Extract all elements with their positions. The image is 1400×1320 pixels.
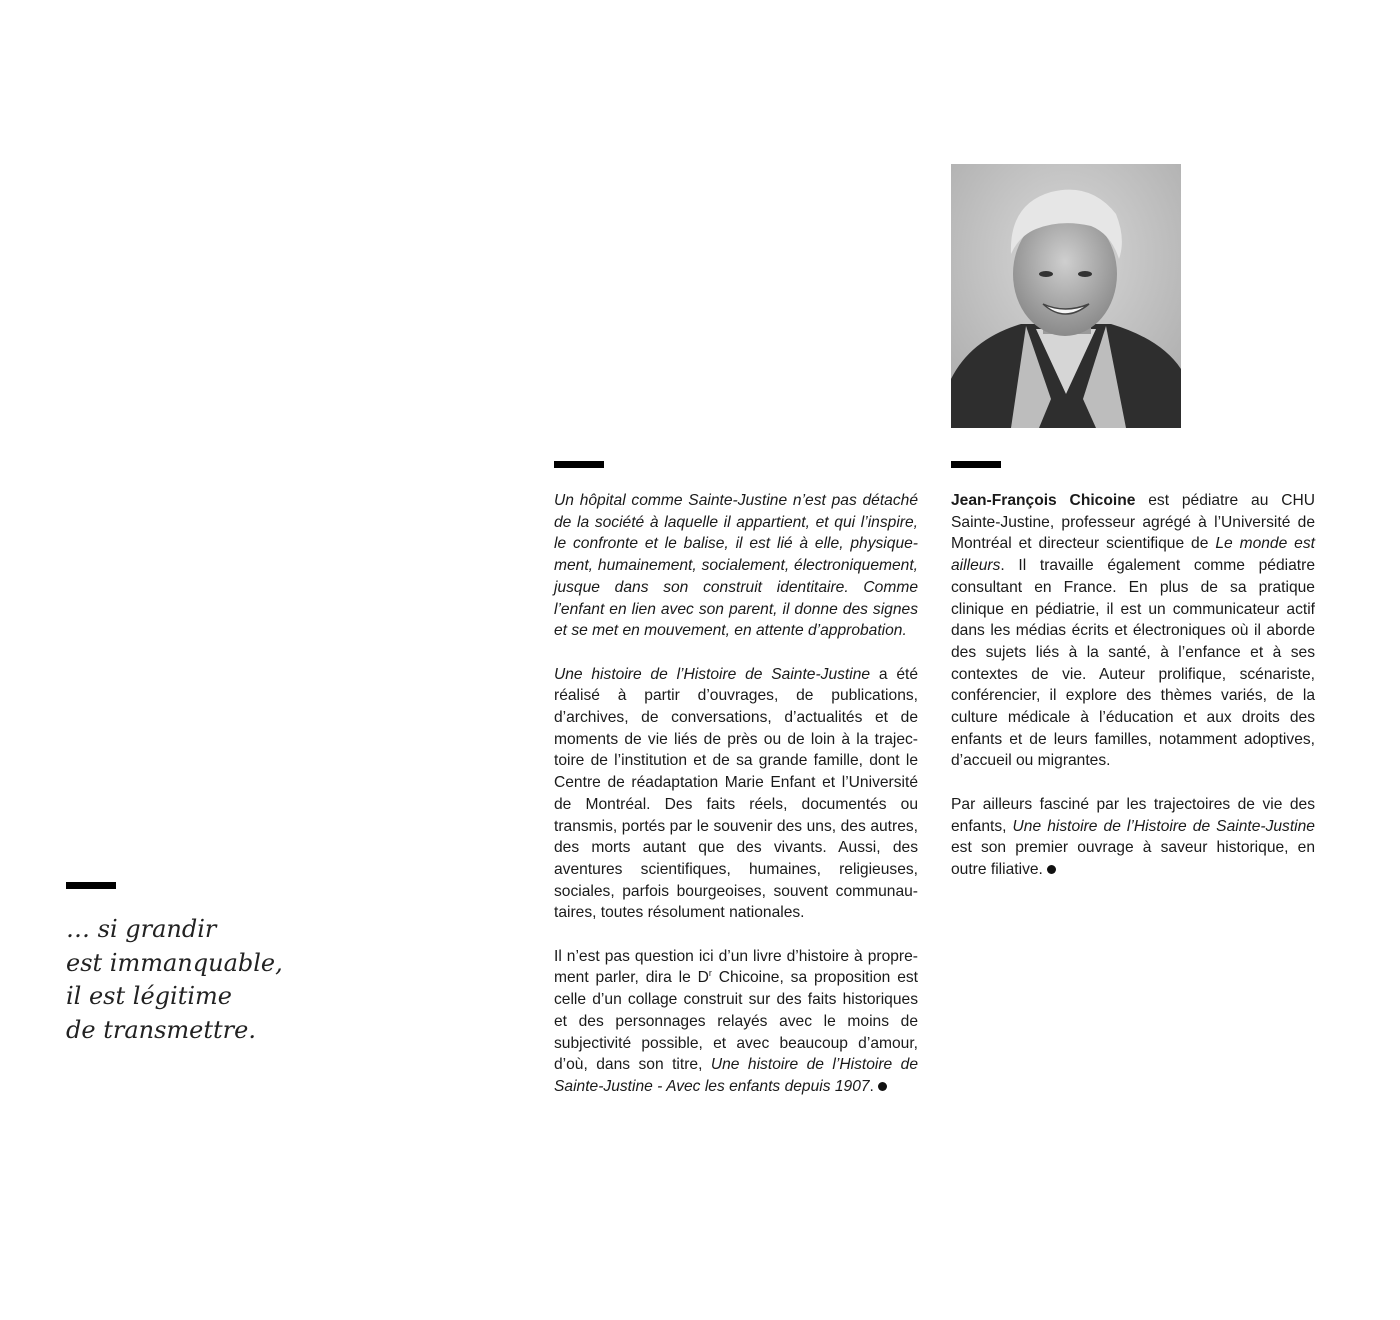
book-title: Une histoire de l’Histoire de Sainte-Justine bbox=[1012, 817, 1315, 835]
pull-quote bbox=[66, 913, 396, 1047]
quote-line: de transmettre. bbox=[66, 1015, 256, 1044]
book-title: Une histoire de l’Histoire de Sainte-Justine bbox=[554, 665, 871, 683]
author-intent-paragraph: Il n’est pas question ici d’un livre d’histoire à proprement parler, dira le $D^r$ Chicoine, sa proposition est celle d’un collage construit sur des faits historiques et des personnages relayés avec le moins de subjectivité possible, et avec beaucoup d’amour, d’où, dans son titre, Une histoire de l’Histoire de Sainte-Justine - Avec les enfants depuis 1907. bbox=[554, 947, 918, 1095]
author-bio bbox=[951, 490, 1315, 902]
quote-rule bbox=[66, 882, 116, 889]
end-dot-icon bbox=[1047, 865, 1056, 874]
quote-line: est immanquable, bbox=[66, 948, 283, 977]
bio-closing-paragraph: Par ailleurs fasciné par les trajectoires de vie des enfants, Une histoire de l’Histoire de Sainte-Justine est son premier ouvrage à saveur historique, en outre filiative. bbox=[951, 795, 1315, 878]
quote-line: il est légitime bbox=[66, 982, 232, 1010]
description-paragraph: Une histoire de l’Histoire de Sainte-Justine a été réalisé à partir d’ouvrages, de publications, d’archives, de conversations, d’actualités et de moments de vie liés de près ou de loin à la trajectoire de l’institution et de sa grande famille, dont le Centre de réadaptation Marie Enfant et l’Université de Montréal. Des faits réels, documentés ou transmis, portés par le souvenir des uns, des autres, des morts autant que des vivants. Aussi, des aventures scientifiques, humaines, religieuses, sociales, parfois bourgeoises, souvent communautaires, toutes résolument nationales. bbox=[554, 665, 918, 922]
author-portrait-image bbox=[951, 164, 1181, 428]
bio-paragraph: Jean-François Chicoine est pédiatre au CHU Sainte-Justine, professeur agrégé à l’Université de Montréal et directeur scientifique de Le monde est ailleurs. Il travaille également comme pédiatre consultant en France. En plus de sa pratique clinique en pédiatrie, il est un communicateur actif dans les médias écrits et électroniques où il aborde des sujets liés à la santé, à l’enfance et à ses contextes de vie. Auteur prolifique, scénariste, conférencier, il explore des thèmes variés, de la culture médicale à l’éducation et aux droits des enfants et de leurs familles, notamment adoptives, d’accueil ou migrantes. bbox=[951, 492, 1315, 770]
end-dot-icon bbox=[878, 1082, 887, 1091]
quote-line: … si grandir bbox=[66, 915, 217, 943]
middle-column-rule bbox=[554, 461, 604, 468]
book-full-title: Une histoire de l’Histoire de Sainte-Justine - Avec les enfants depuis 1907 bbox=[554, 1056, 918, 1095]
right-column-rule bbox=[951, 461, 1001, 468]
organization-title: Le monde est ailleurs bbox=[951, 535, 1315, 575]
author-photo bbox=[951, 164, 1181, 428]
author-name: Jean-François Chicoine bbox=[951, 492, 1136, 509]
book-description bbox=[554, 490, 918, 1119]
intro-paragraph: Un hôpital comme Sainte-Justine n’est pas détaché de la société à laquelle il appartient, et qui l’inspire, le confronte et le balise, il est lié à elle, physiquement, humainement, socialement, électroniquement, jusque dans son construit identitaire. Comme l’enfant en lien avec son parent, il donne des signes et se met en mouvement, en attente d’approbation. bbox=[554, 492, 918, 640]
